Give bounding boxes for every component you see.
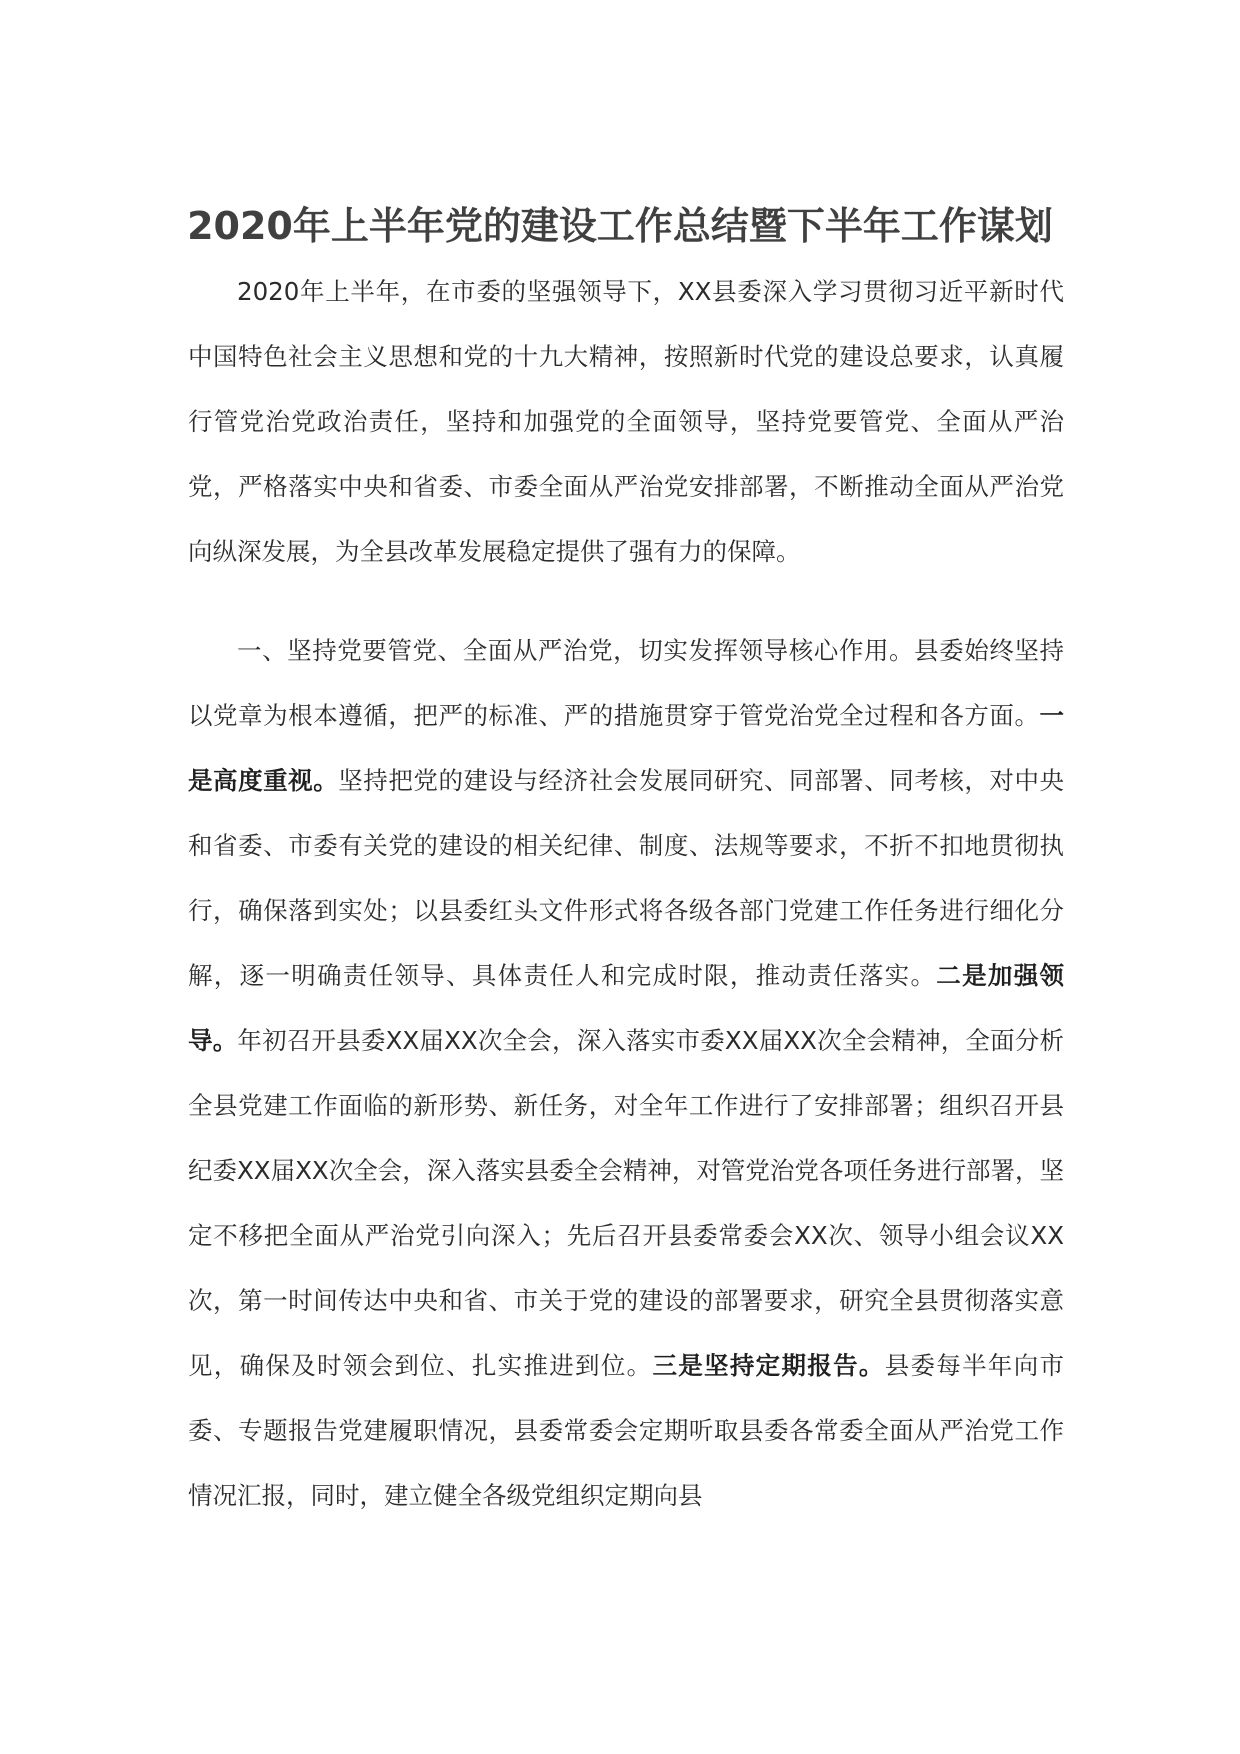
point-2-text: 年初召开县委XX届XX次全会，深入落实市委XX届XX次全会精神，全面分析全县党建工作面临的新形势、新任务，对全年工作进行了安排部署；组织召开县纪委XX届XX次全会，深入落实县委全会精神，对管党治党各项任务进行部署，坚定不移把全面从严治党引向深入；先后召开县委常委会XX次、领导小组会议XX次，第一时间传达中央和省、市关于党的建设的部署要求，研究全县贯彻落实意见，确保及时领会到位、扎实推进到位。 bbox=[188, 1026, 1065, 1380]
point-1-text: 坚持把党的建设与经济社会发展同研究、同部署、同考核，对中央和省委、市委有关党的建设的相关纪律、制度、法规等要求，不折不扣地贯彻执行，确保落到实处；以县委红头文件形式将各级各部门党建工作任务进行细化分解，逐一明确责任领导、具体责任人和完成时限，推动责任落实。 bbox=[188, 766, 1064, 990]
section-one-lead: 一、坚持党要管党、全面从严治党，切实发挥领导核心作用。县委始终坚持以党章为根本遵循，把严的标准、严的措施贯穿于管党治党全过程和各方面。 bbox=[188, 636, 1064, 730]
point-1-heading: 一是高度重视。 bbox=[188, 701, 1064, 795]
point-2-heading: 二是加强领导。 bbox=[188, 961, 1065, 1055]
section-one-paragraph bbox=[188, 618, 1064, 1528]
intro-paragraph: 2020年上半年，在市委的坚强领导下，XX县委深入学习贯彻习近平新时代中国特色社会主义思想和党的十九大精神，按照新时代党的建设总要求，认真履行管党治党政治责任，坚持和加强党的全面领导，坚持党要管党、全面从严治党，严格落实中央和省委、市委全面从严治党安排部署，不断推动全面从严治党向纵深发展，为全县改革发展稳定提供了强有力的保障。 bbox=[188, 277, 1064, 566]
point-3-heading: 三是坚持定期报告。 bbox=[652, 1351, 885, 1380]
document-title: 2020年上半年党的建设工作总结暨下半年工作谋划 bbox=[187, 204, 1053, 248]
point-3-text: 县委每半年向市委、专题报告党建履职情况，县委常委会定期听取县委各常委全面从严治党工作情况汇报，同时，建立健全各级党组织定期向县 bbox=[188, 1351, 1065, 1510]
